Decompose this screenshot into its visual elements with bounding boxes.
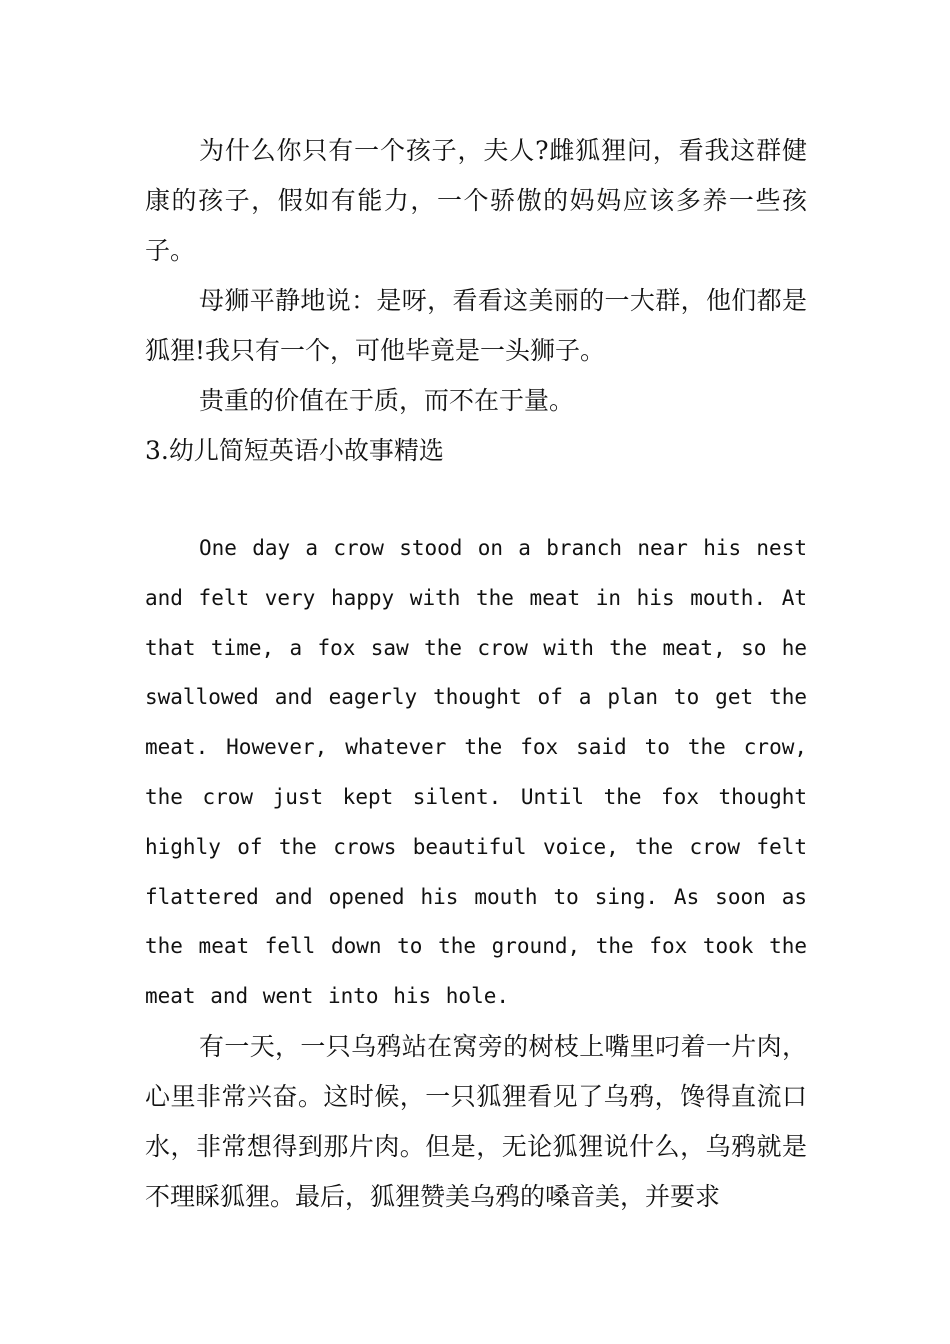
paragraph-vixen-question: 为什么你只有一个孩子，夫人?雌狐狸问，看我这群健康的孩子，假如有能力，一个骄傲的妈妈应该多养一些孩子。 xyxy=(145,136,807,265)
top-text-block xyxy=(145,126,807,476)
chinese-translation-paragraph: 有一天，一只乌鸦站在窝旁的树枝上嘴里叼着一片肉，心里非常兴奋。这时候，一只狐狸看见了乌鸦，馋得直流口水，非常想得到那片肉。但是，无论狐狸说什么，乌鸦就是不理睬狐狸。最后，狐狸赞美乌鸦的嗓音美，并要求 xyxy=(145,1032,807,1211)
section-heading: 3.幼儿简短英语小故事精选 xyxy=(145,436,444,465)
english-story-block xyxy=(145,524,807,1022)
paragraph-moral: 贵重的价值在于质，而不在于量。 xyxy=(199,386,575,415)
english-story-paragraph: One day a crow stood on a branch near his nest and felt very happy with the meat in his mouth. At that time, a fox saw the crow with the meat, so he swallowed and eagerly thought of a plan to get the meat. However, whatever the fox said to the crow, the crow just kept silent. Until the fox thought highly of the crows beautiful voice, the crow felt flattered and opened his mouth to sing. As soon as the meat fell down to the ground, the fox took the meat and went into his hole. xyxy=(145,536,807,1009)
paragraph-lioness-answer: 母狮平静地说：是呀，看看这美丽的一大群，他们都是狐狸!我只有一个，可他毕竟是一头狮子。 xyxy=(145,286,807,365)
chinese-translation-block xyxy=(145,1022,807,1222)
